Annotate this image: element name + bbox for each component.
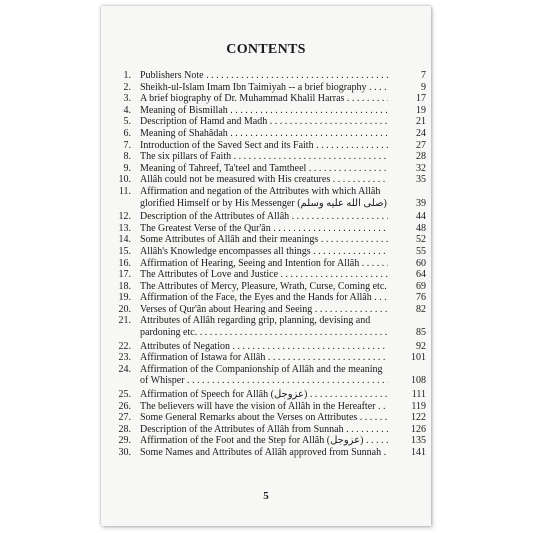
toc-entry — [114, 447, 426, 459]
toc-entry — [114, 412, 426, 424]
toc-entry-page: 21 — [416, 116, 426, 128]
toc-entry-number: 13. — [118, 222, 131, 234]
toc-entry-title: pardoning etc. . . . — [140, 327, 388, 339]
toc-entry-number: 8. — [123, 151, 131, 163]
toc-entry — [114, 93, 426, 105]
toc-entry-title: Sheikh-ul-Islam Imam Ibn Taimiyah -- a brief biography . . . — [140, 82, 388, 94]
toc-entry-number: 9. — [123, 162, 131, 174]
toc-entry-title: Affirmation of the Companionship of Allâh and the meaning — [140, 363, 383, 375]
toc-entry-title: Allâh could not be measured with His creatures . . . — [140, 174, 388, 186]
toc-entry-number: 27. — [118, 412, 131, 424]
toc-entry-title: Meaning of Bismillah . . . — [140, 105, 388, 117]
toc-entry-number: 3. — [123, 93, 131, 105]
toc-entry-title: Description of the Attributes of Allâh from Sunnah . . . — [140, 424, 388, 436]
toc-entry-title: A brief biography of Dr. Muhammad Khalil Harras . . . — [140, 93, 388, 105]
toc-entry-title: Some General Remarks about the Verses on Attributes . . . — [140, 412, 388, 424]
toc-entry — [114, 174, 426, 186]
toc-entry-title: Meaning of Tahreef, Ta'teel and Tamtheel . . . — [140, 163, 388, 175]
toc-entry — [114, 281, 426, 293]
toc-entry — [114, 211, 426, 223]
toc-entry-number: 7. — [123, 139, 131, 151]
contents-title: CONTENTS — [226, 42, 306, 57]
toc-entry-number: 6. — [123, 127, 131, 139]
toc-entry-page: 122 — [411, 412, 426, 424]
toc-entry-page: 17 — [416, 93, 426, 105]
toc-entry-title: Meaning of Shahâdah . . . — [140, 128, 388, 140]
toc-entry-number: 5. — [123, 116, 131, 128]
toc-entry-title: Affirmation of the Foot and the Step for Allâh (عزوجل) . . . — [140, 435, 388, 447]
toc-entry-number: 28. — [118, 423, 131, 435]
toc-entry-number: 1. — [123, 70, 131, 81]
toc-entry — [114, 246, 426, 258]
toc-entry-title: The Greatest Verse of the Qur'ân . . . — [140, 223, 388, 235]
toc-entry-number: 24. — [118, 363, 131, 375]
toc-entry-number: 21. — [118, 315, 131, 327]
toc-entry — [114, 341, 426, 353]
toc-entry-number: 15. — [118, 245, 131, 257]
toc-entry — [114, 82, 426, 94]
toc-entry — [114, 258, 426, 270]
toc-entry — [114, 116, 426, 128]
toc-entry — [114, 151, 426, 163]
toc-entry-title: glorified Himself or by His Messenger (صلى الله عليه وسلم) . . . — [140, 198, 388, 210]
toc-entry — [114, 163, 426, 175]
toc-entry — [114, 186, 426, 209]
toc-entry-page: 52 — [416, 234, 426, 246]
toc-entry-number: 16. — [118, 257, 131, 269]
toc-entry-title: Description of Hamd and Madh . . . — [140, 116, 388, 128]
toc-entry-title: Introduction of the Saved Sect and its Faith . . . — [140, 140, 388, 152]
toc-entry-page: 27 — [416, 139, 426, 151]
toc-entry-page: 111 — [411, 389, 426, 401]
toc-entry-page: 135 — [411, 435, 426, 447]
toc-entry-number: 19. — [118, 292, 131, 304]
toc-entry-page: 35 — [416, 174, 426, 186]
toc-entry-page: 55 — [416, 245, 426, 257]
toc-entry-title: Affirmation of Hearing, Seeing and Intention for Allâh . . . — [140, 258, 388, 270]
toc-entry-number: 4. — [123, 104, 131, 116]
page-number: 5 — [263, 490, 269, 502]
toc-entry-page: 44 — [416, 211, 426, 223]
toc-entry-title: Some Names and Attributes of Allâh approved from Sunnah . . . — [140, 447, 388, 459]
toc-entry — [114, 70, 426, 82]
toc-entry-title: Affirmation and negation of the Attributes with which Allâh — [140, 185, 381, 197]
toc-entry-title: Some Attributes of Allâh and their meanings . . . — [140, 234, 388, 246]
toc-entry-number: 14. — [118, 234, 131, 246]
toc-entry-page: 126 — [411, 423, 426, 435]
toc-entry — [114, 128, 426, 140]
toc-entry-number: 25. — [118, 389, 131, 401]
toc-entry-number: 10. — [118, 174, 131, 186]
toc-entry-title: Description of the Attributes of Allâh . . . — [140, 211, 388, 223]
toc-entry-title: The Attributes of Mercy, Pleasure, Wrath, Curse, Coming etc. . . . — [140, 281, 388, 293]
toc-entry-page: 24 — [416, 127, 426, 139]
toc-entry-page: 9 — [421, 81, 426, 93]
toc-entry — [114, 234, 426, 246]
toc-entry-number: 29. — [118, 435, 131, 447]
toc-entry-number: 17. — [118, 269, 131, 281]
toc-entry — [114, 352, 426, 364]
toc-entry-number: 11. — [118, 185, 131, 197]
toc-entry-title: The believers will have the vision of Allâh in the Hereafter . . . — [140, 401, 388, 413]
toc-entry-title: The six pillars of Faith . . . — [140, 151, 388, 163]
toc-entry-title: Verses of Qur'ân about Hearing and Seeing . . . — [140, 304, 388, 316]
toc-entry-number: 30. — [118, 447, 131, 458]
toc-entry-title: Affirmation of Istawa for Allâh . . . — [140, 352, 388, 364]
toc-entry-page: 82 — [416, 303, 426, 315]
toc-entry-title: Attributes of Allâh regarding grip, planning, devising and — [140, 315, 371, 327]
toc-entry-page: 141 — [411, 447, 426, 458]
toc-entry-page: 64 — [416, 269, 426, 281]
toc-entry — [114, 140, 426, 152]
toc-entry — [114, 435, 426, 447]
toc-entry-title: Affirmation of Speech for Allâh (عزوجل) . . . — [140, 389, 388, 401]
toc-entry-number: 12. — [118, 211, 131, 223]
toc-entry-page: 85 — [416, 327, 426, 339]
toc-entry — [114, 269, 426, 281]
toc-entry-page: 119 — [411, 400, 426, 412]
toc-entry-page: 39 — [416, 197, 426, 209]
toc-entry-title: Affirmation of the Face, the Eyes and the Hands for Allâh . . . — [140, 292, 388, 304]
toc-entry — [114, 364, 426, 387]
toc-entry-page: 92 — [416, 340, 426, 352]
toc-entry — [114, 315, 426, 338]
toc-entry — [114, 223, 426, 235]
toc-entry-title: of Whisper . . . — [140, 375, 388, 387]
table-of-contents — [114, 70, 426, 459]
toc-entry-title: Allâh's Knowledge encompasses all things . . . — [140, 246, 388, 258]
toc-entry — [114, 292, 426, 304]
toc-entry-page: 76 — [416, 292, 426, 304]
toc-entry-title: The Attributes of Love and Justice . . . — [140, 269, 388, 281]
toc-entry-number: 18. — [118, 280, 131, 292]
toc-entry — [114, 389, 426, 401]
toc-entry-page: 19 — [416, 104, 426, 116]
toc-entry-page: 60 — [416, 257, 426, 269]
toc-entry-title: Attributes of Negation . . . — [140, 341, 388, 353]
toc-entry-number: 26. — [118, 400, 131, 412]
toc-entry-page: 28 — [416, 151, 426, 163]
toc-entry-page: 69 — [416, 280, 426, 292]
toc-entry-number: 22. — [118, 340, 131, 352]
toc-entry-page: 101 — [411, 352, 426, 364]
toc-entry-number: 20. — [118, 303, 131, 315]
toc-entry-title: Publishers Note . . . — [140, 70, 388, 82]
toc-entry-number: 2. — [123, 81, 131, 93]
toc-entry-page: 7 — [421, 70, 426, 81]
toc-entry — [114, 304, 426, 316]
toc-entry-page: 32 — [416, 162, 426, 174]
toc-entry-page: 48 — [416, 222, 426, 234]
toc-entry — [114, 105, 426, 117]
toc-entry — [114, 401, 426, 413]
toc-entry — [114, 424, 426, 436]
toc-entry-number: 23. — [118, 352, 131, 364]
toc-entry-page: 108 — [411, 375, 426, 387]
book-page — [101, 6, 431, 526]
